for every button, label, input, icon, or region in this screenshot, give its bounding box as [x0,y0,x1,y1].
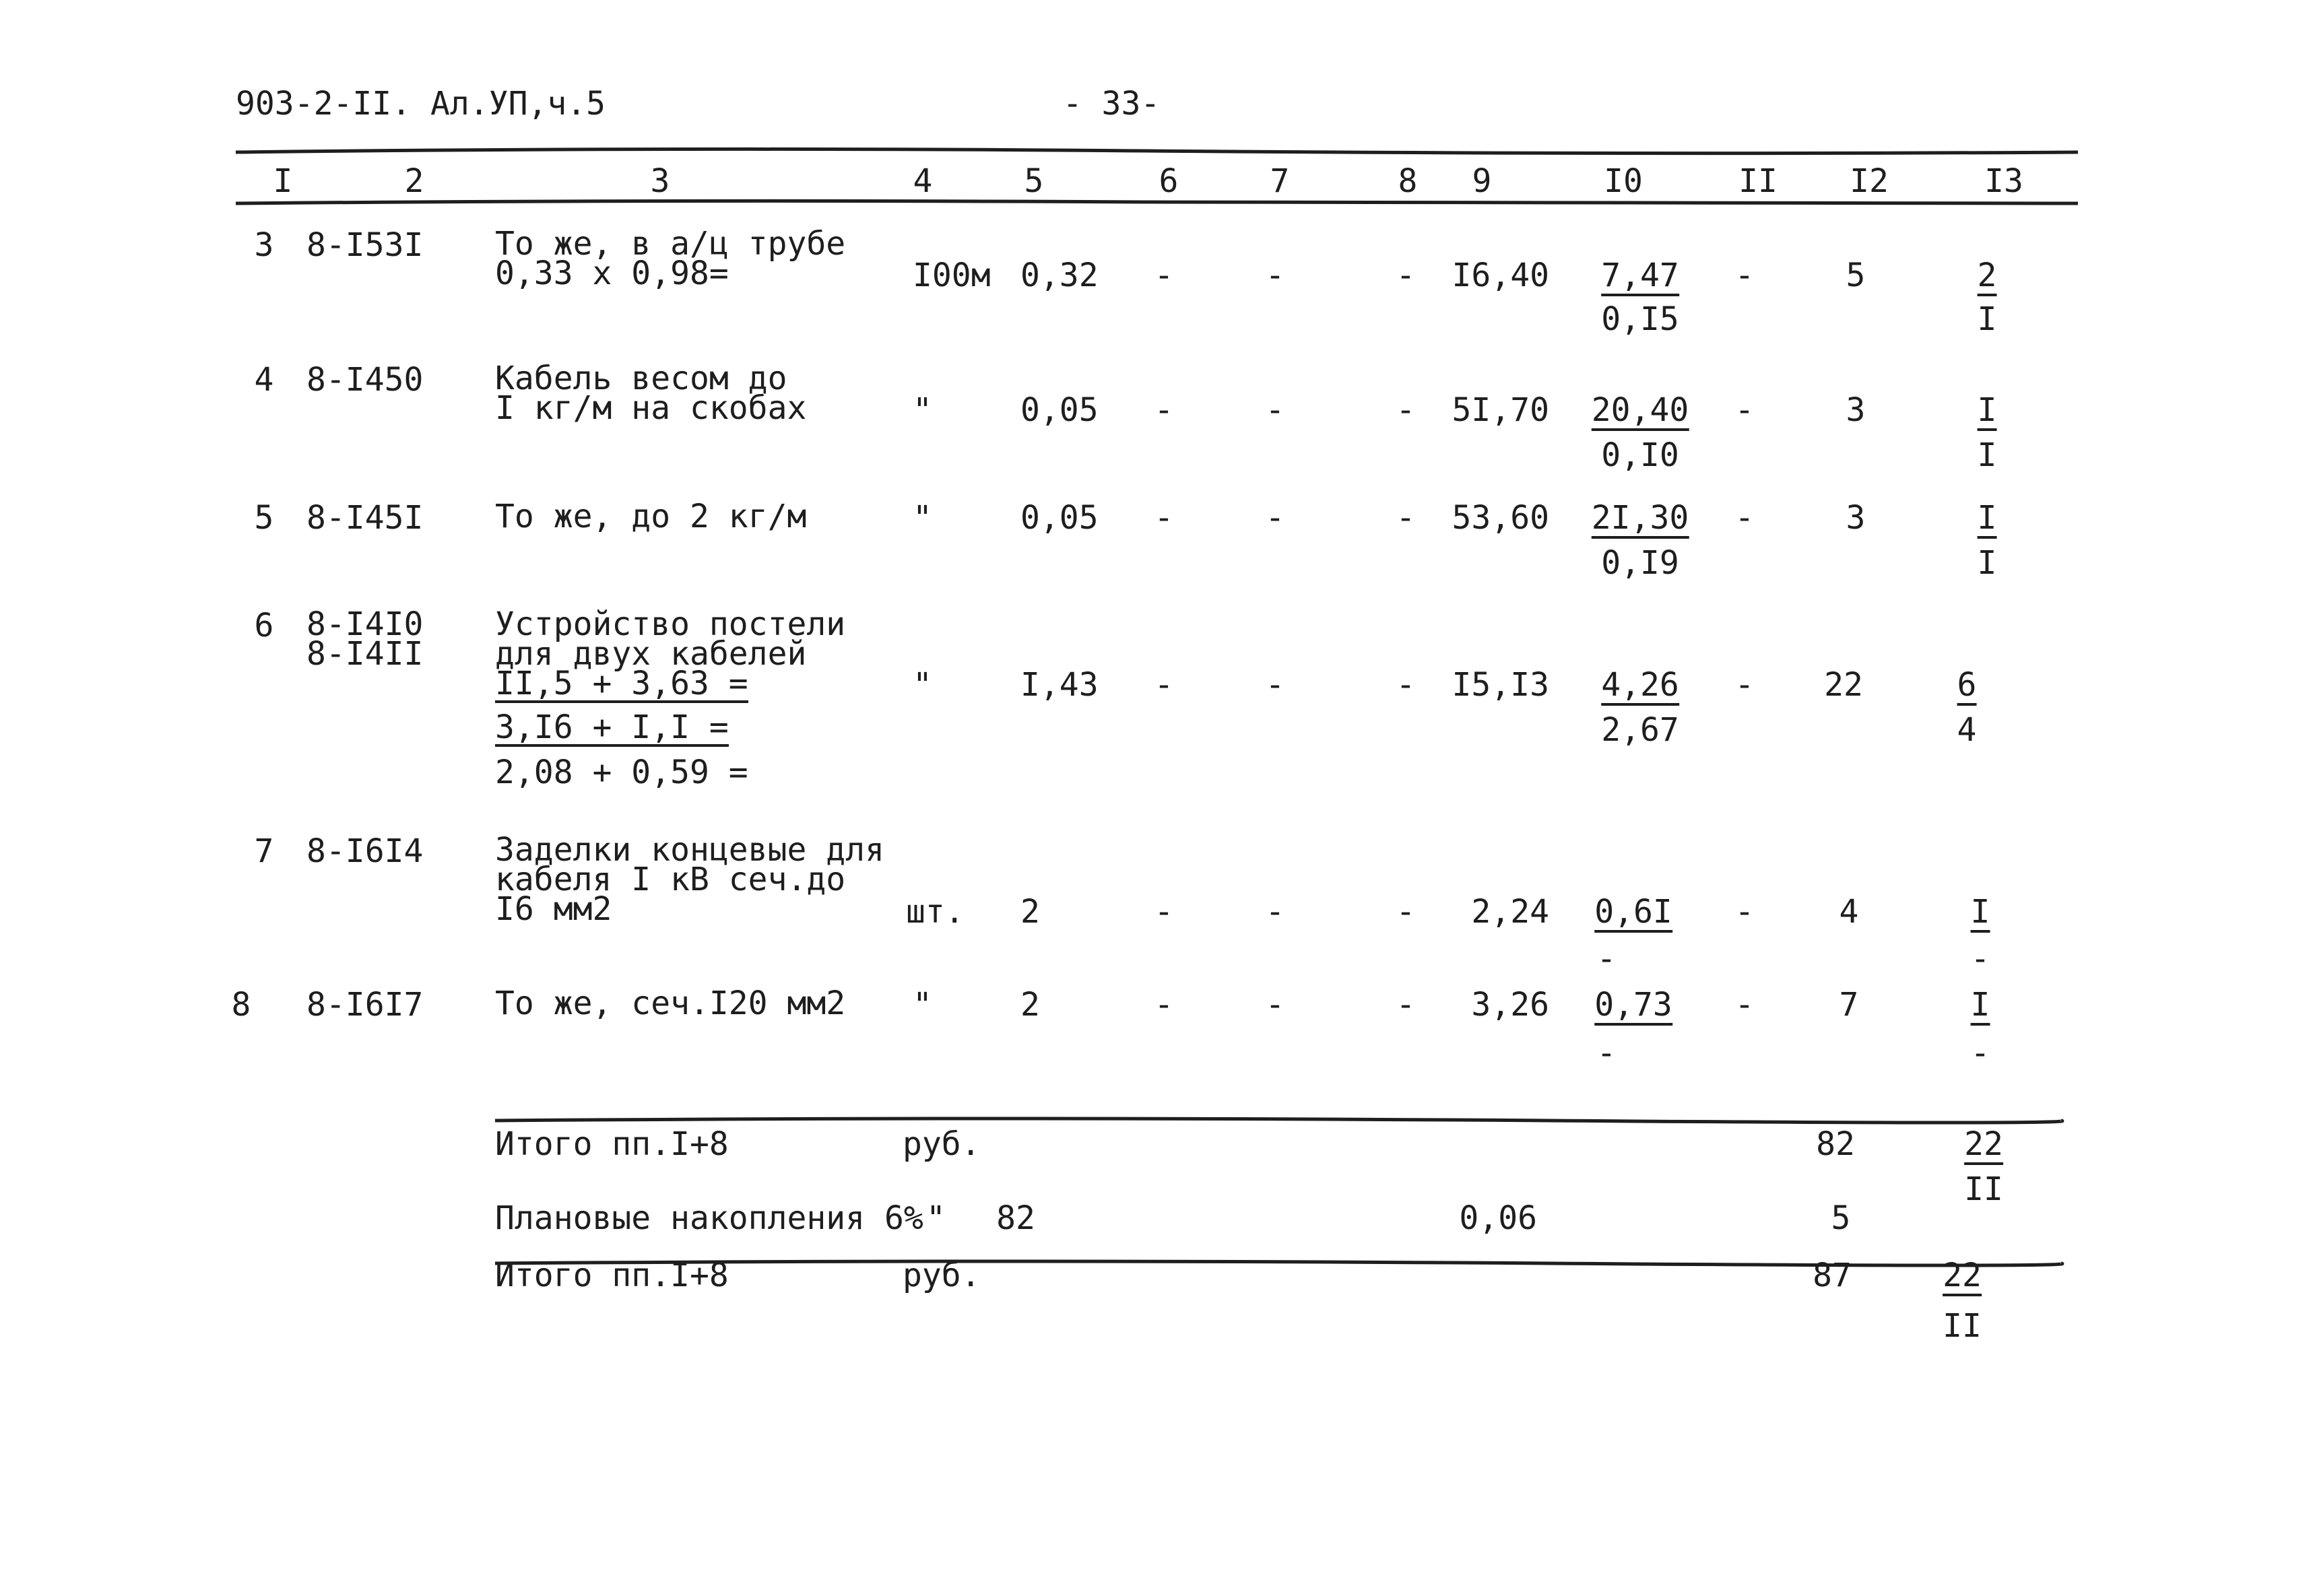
cell-col6: - [1154,391,1174,429]
column-header-1: I [273,162,293,200]
work-description-line: II,5 + 3,63 = [495,665,748,702]
col10-numerator: 7,47 [1601,259,1679,296]
cell-col6: - [1154,666,1174,704]
cell-col12: 7 [1839,986,1859,1024]
cell-col12: 5 [1846,257,1866,294]
col13-numerator: I [1978,502,1997,539]
cell-col8: - [1396,257,1416,294]
cell-col12: 3 [1846,391,1866,429]
planned-savings-unit: " [926,1199,946,1237]
unit: " [913,391,932,429]
col10-numerator: 4,26 [1601,669,1679,706]
unit-cost: 3,26 [1471,986,1549,1024]
column-header-8: 8 [1398,162,1418,200]
cell-col7: - [1265,986,1285,1024]
work-description: Заделки концевые для кабеля I кВ сеч.до I6 мм2 [495,831,884,928]
column-header-13: I3 [1984,162,2023,200]
quantity: I,43 [1020,666,1099,704]
cell-col12: 3 [1846,499,1866,537]
col13-numerator: 6 [1957,669,1977,706]
quantity: 2 [1020,893,1040,931]
unit: " [913,666,932,704]
col13-denominator: - [1970,1034,1990,1072]
rate-code: 8-I450 [306,361,424,399]
col13-numerator: I [1971,896,1990,933]
col10-denominator: 0,I0 [1601,436,1679,474]
col13-numerator: I [1978,394,1997,431]
rate-code: 8-I6I7 [306,986,424,1024]
total-col13-numerator: 22 [1964,1128,2003,1165]
grand-total-col12: 87 [1813,1257,1852,1294]
cell-col12: 22 [1824,666,1863,704]
cell-col8: - [1396,499,1416,537]
row-number: 7 [254,832,274,870]
cell-col8: - [1396,986,1416,1024]
column-header-10: I0 [1604,162,1643,200]
total-unit: руб. [903,1125,981,1163]
work-description-line: 2,08 + 0,59 = [495,754,748,791]
column-header-5: 5 [1024,162,1044,200]
column-header-6: 6 [1159,162,1179,200]
column-header-9: 9 [1472,162,1492,200]
unit-cost: 2,24 [1471,893,1549,931]
work-description: То же, сеч.I20 мм2 [495,985,846,1022]
planned-savings-qty: 82 [996,1199,1035,1237]
grand-total-col13-numerator: 22 [1943,1259,1982,1296]
cell-col6: - [1154,986,1174,1024]
document-code: 903-2-II. Ал.УП,ч.5 [236,85,606,123]
total-label: Итого пп.I+8 [495,1125,729,1163]
grand-total-col13-denominator: II [1943,1307,1982,1345]
work-description-line: для двух кабелей [495,635,807,673]
cell-col12: 4 [1839,893,1859,931]
cell-col6: - [1154,499,1174,537]
cell-col11: - [1734,986,1755,1024]
col10-denominator: - [1596,1034,1617,1072]
unit-cost: 53,60 [1452,499,1549,537]
cell-col11: - [1734,257,1755,294]
row-number: 4 [254,361,274,399]
quantity: 0,32 [1020,257,1099,294]
col10-denominator: - [1596,940,1617,978]
cell-col8: - [1396,391,1416,429]
quantity: 0,05 [1020,499,1099,537]
rate-code: 8-I4I0 8-I4II [306,605,424,673]
row-number: 3 [254,226,274,264]
work-description-line: Устройство постели [495,605,846,643]
planned-savings-label: Плановые накопления 6% [495,1199,923,1237]
cell-col6: - [1154,257,1174,294]
quantity: 0,05 [1020,391,1099,429]
row-number: 5 [254,499,274,537]
grand-total-label: Итого пп.I+8 [495,1257,729,1294]
cell-col7: - [1265,257,1285,294]
col10-denominator: 0,I5 [1601,300,1679,338]
cell-col7: - [1265,893,1285,931]
planned-savings-col12: 5 [1831,1199,1851,1237]
col10-numerator: 0,73 [1594,989,1672,1026]
unit: шт. [906,893,965,931]
planned-savings-rate: 0,06 [1459,1199,1537,1237]
unit: I00м [913,257,991,294]
cell-col11: - [1734,391,1755,429]
unit: " [913,986,932,1024]
column-header-4: 4 [913,162,933,200]
work-description: То же, в а/ц трубе 0,33 х 0,98= [495,225,846,292]
column-header-3: 3 [650,162,670,200]
cell-col11: - [1734,893,1755,931]
col10-numerator: 0,6I [1594,896,1672,933]
cell-col11: - [1734,499,1755,537]
col13-denominator: - [1970,940,1990,978]
column-header-11: II [1738,162,1778,200]
cell-col7: - [1265,391,1285,429]
work-description-line: 3,I6 + I,I = [495,708,729,746]
col13-denominator: I [1977,300,1997,338]
rate-code: 8-I53I [306,226,424,264]
column-header-7: 7 [1270,162,1290,200]
col13-denominator: I [1977,436,1997,474]
grand-total-unit: руб. [903,1257,981,1294]
page-number: - 33- [1062,85,1161,123]
col13-denominator: I [1977,544,1997,582]
cell-col8: - [1396,666,1416,704]
col13-numerator: 2 [1978,259,1997,296]
rate-code: 8-I6I4 [306,832,424,870]
total-col12: 82 [1816,1125,1855,1163]
col10-numerator: 2I,30 [1592,502,1689,539]
col10-numerator: 20,40 [1592,394,1689,431]
row-number: 6 [254,607,274,644]
col13-denominator: 4 [1957,711,1977,749]
column-header-12: I2 [1850,162,1889,200]
unit-cost: 5I,70 [1452,391,1549,429]
col13-numerator: I [1971,989,1990,1026]
cell-col7: - [1265,666,1285,704]
work-description: То же, до 2 кг/м [495,498,807,535]
cell-col11: - [1734,666,1755,704]
quantity: 2 [1020,986,1040,1024]
unit: " [913,499,932,537]
row-number: 8 [231,986,251,1024]
cell-col7: - [1265,499,1285,537]
unit-cost: I5,I3 [1452,666,1549,704]
col10-denominator: 2,67 [1601,711,1679,749]
col10-denominator: 0,I9 [1601,544,1679,582]
rate-code: 8-I45I [306,499,424,537]
total-col13-denominator: II [1964,1170,2003,1208]
cell-col6: - [1154,893,1174,931]
cell-col8: - [1396,893,1416,931]
work-description: Кабель весом до I кг/м на скобах [495,360,807,427]
unit-cost: I6,40 [1452,257,1549,294]
column-header-2: 2 [404,162,424,200]
